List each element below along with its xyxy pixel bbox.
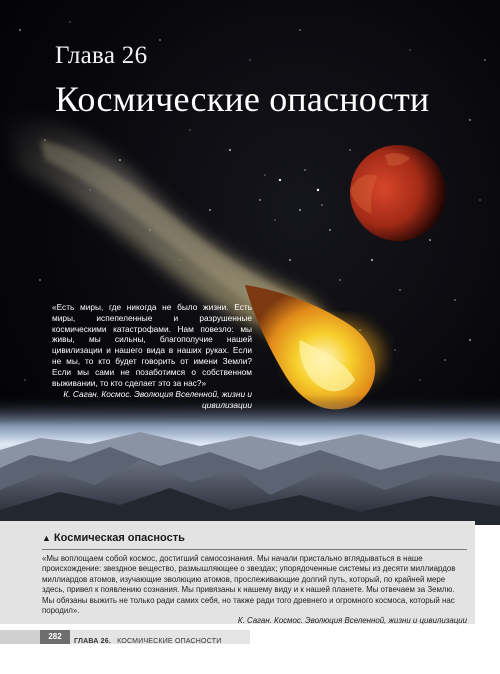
- footer-chapter: [70, 630, 250, 644]
- page-number: 282: [40, 630, 70, 644]
- sidebar-quote: «Мы воплощаем собой космос, достигший самосознания. Мы начали пристально вглядываться в наше происхождение: звездное вещество, размышляющее о звездах; упорядоченные системы из десяти миллиардов миллиардов атомов, изучающие эволюцию атомов, прослеживающие долгий путь, который, по крайней мере здесь, привел к появлению сознания. Мы привязаны к нашему виду и к нашей планете. Мы отвечаем за Землю. Мы обязаны выжить не только ради самих себя, но также ради того древнего и огромного космоса, который нас породил».: [42, 554, 456, 616]
- sidebar-body: [42, 554, 467, 627]
- footer-bar: [0, 630, 40, 644]
- sidebar-heading-text: Космическая опасность: [53, 532, 185, 544]
- sidebar-heading: [42, 527, 467, 550]
- sidebar-source: К. Саган. Космос. Эволюция Вселенной, жизни и цивилизации: [237, 616, 467, 626]
- chapter-title: Космические опасности: [55, 79, 430, 119]
- meteor: [245, 285, 383, 409]
- epigraph-text: «Есть миры, где никогда не было жизни. Есть миры, испепеленные и разрушенные космическими катастрофами. Нам повезло: мы живы, мы сильны, благополучие нашей цивилизации и нашего вида в наших руках. Если не мы, то кто будет говорить от имени Земли? Если мы сами не позаботимся о собственном выживании, то кто сделает это за нас?»: [52, 302, 252, 388]
- epigraph: [52, 302, 252, 411]
- footer-chapter-title: КОСМИЧЕСКИЕ ОПАСНОСТИ: [117, 638, 222, 645]
- sidebar-box: [0, 521, 475, 624]
- page-footer: [0, 630, 500, 644]
- footer-chapter-label: ГЛАВА 26.: [74, 638, 111, 645]
- triangle-icon: ▲: [42, 533, 51, 543]
- chapter-number: Глава 26: [55, 42, 148, 69]
- epigraph-source: К. Саган. Космос. Эволюция Вселенной, жизни и цивилизации: [63, 389, 252, 411]
